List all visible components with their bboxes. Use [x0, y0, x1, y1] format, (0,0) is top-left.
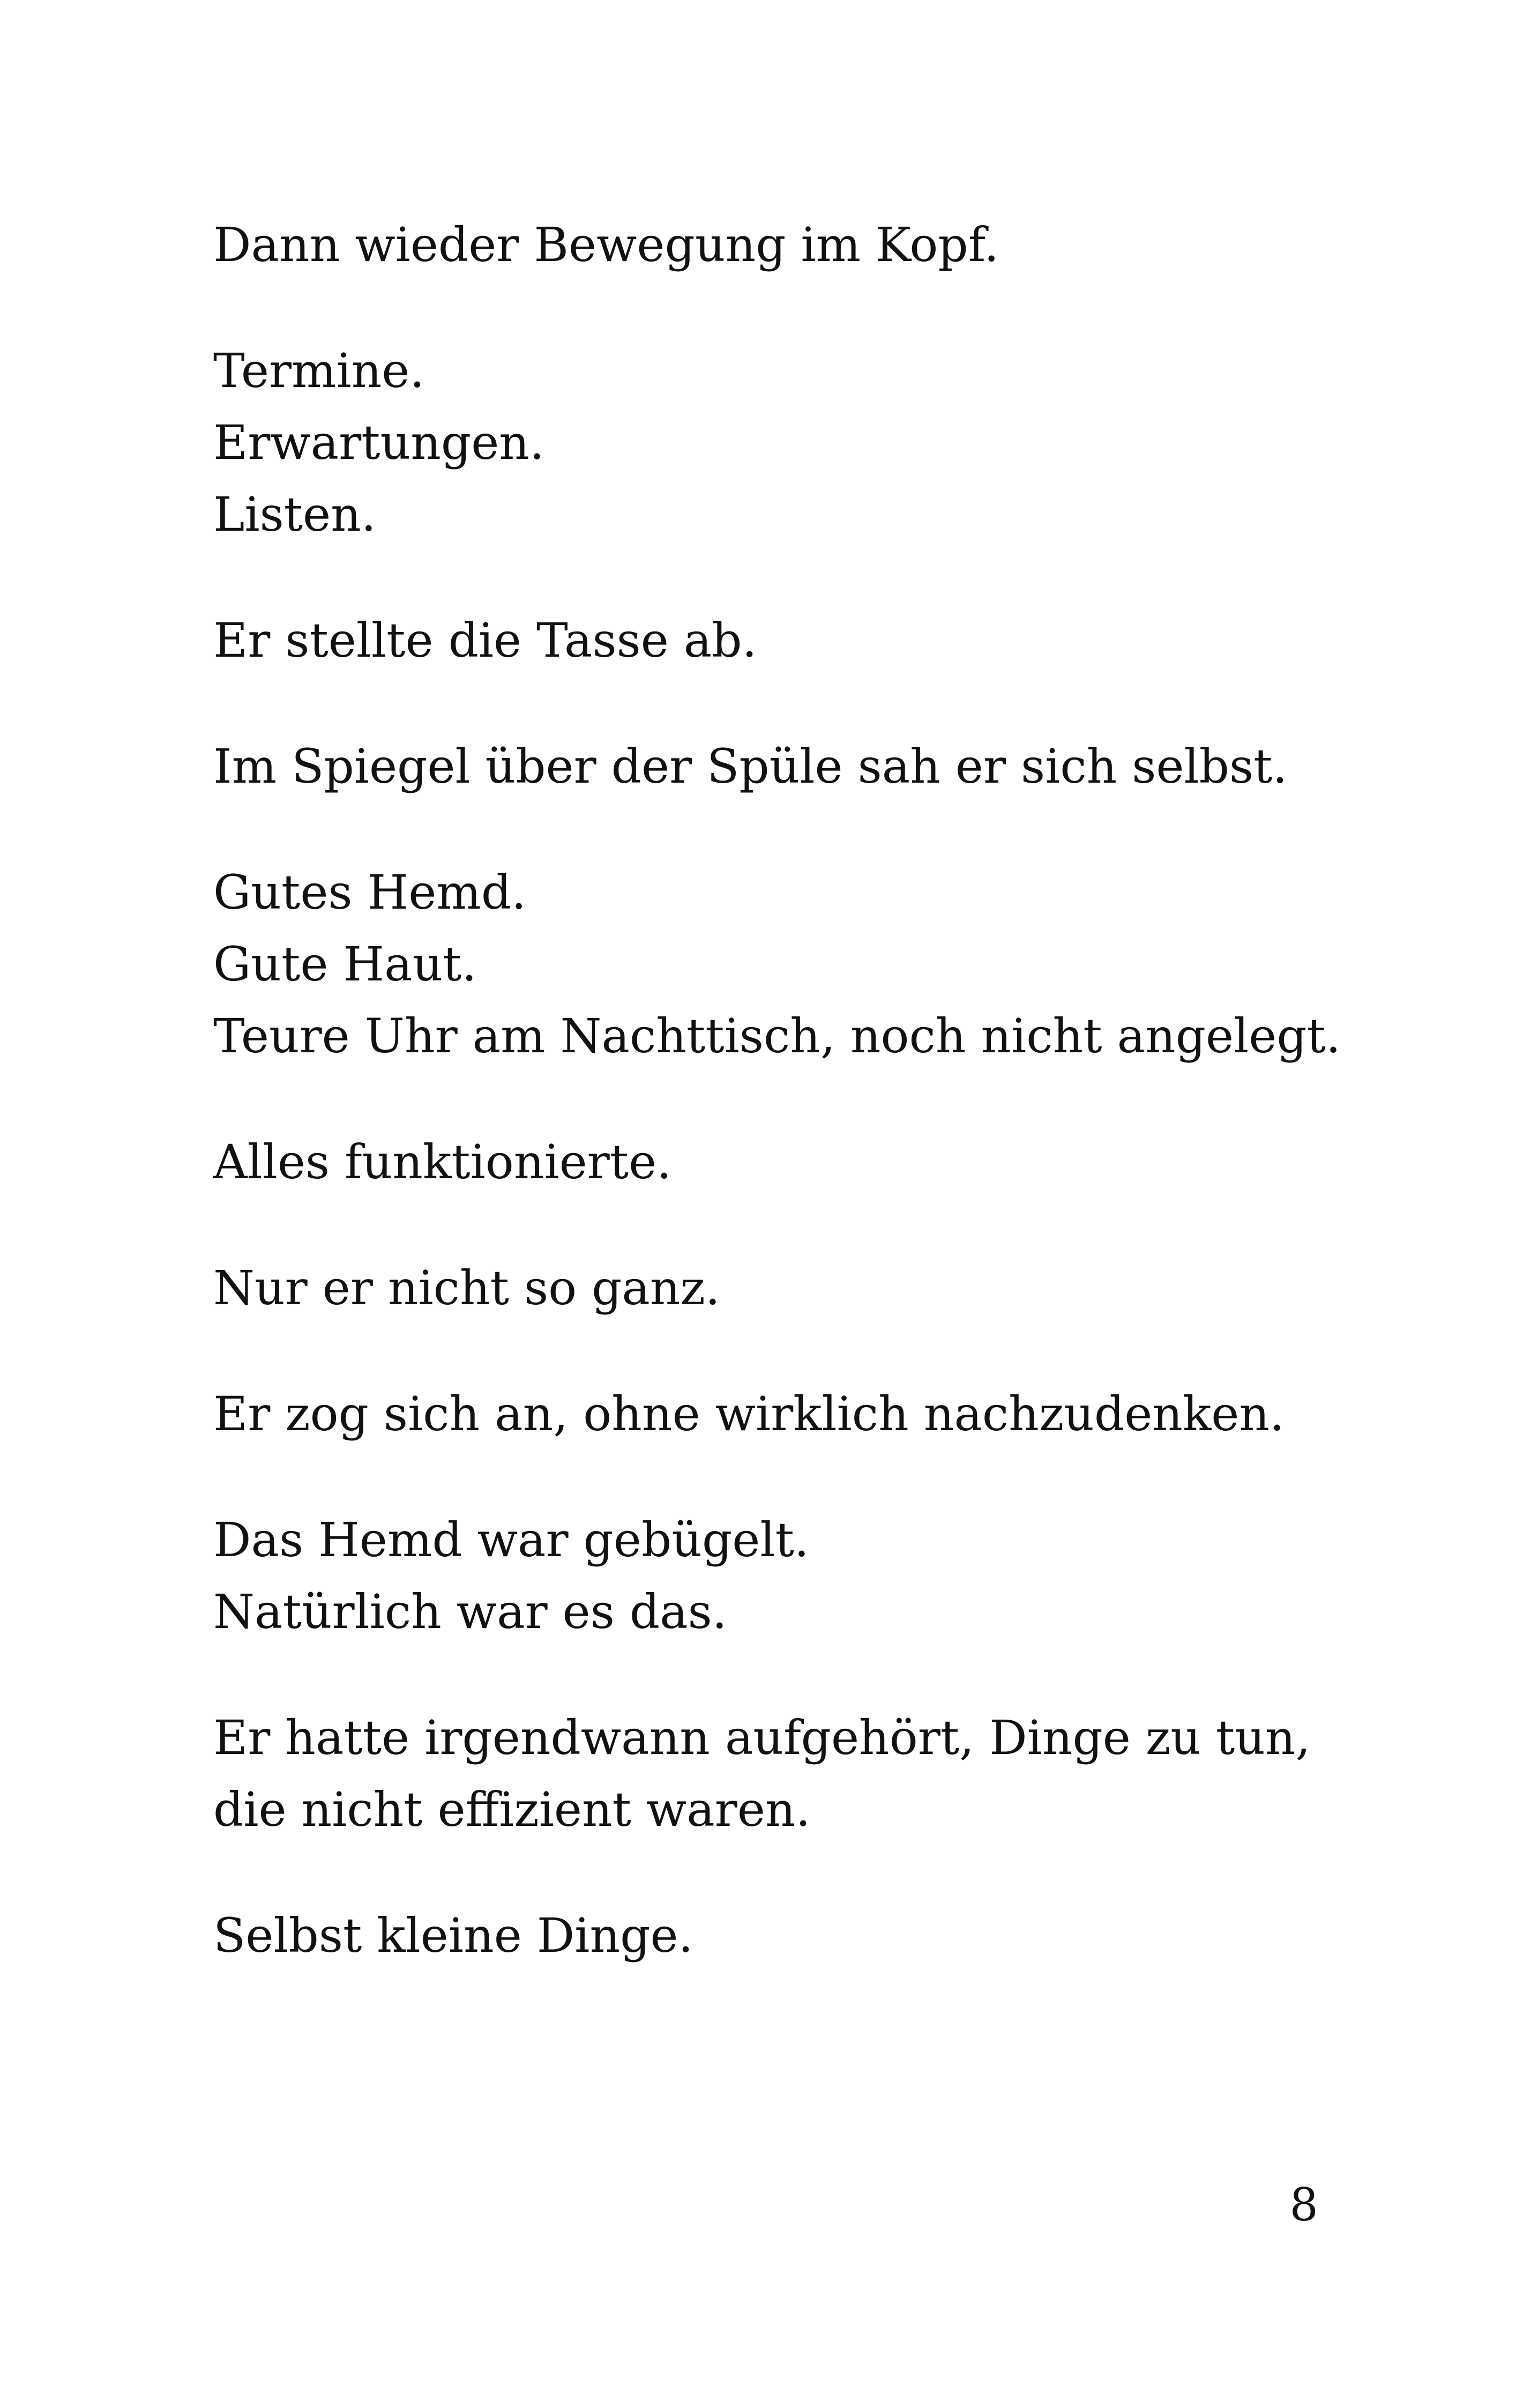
- paragraph: [213, 209, 1328, 281]
- text-line: Im Spiegel über der Spüle sah er sich selbst.: [213, 739, 1288, 794]
- text-line: Nur er nicht so ganz.: [213, 1260, 720, 1316]
- text-line: Termine.: [213, 343, 425, 398]
- paragraph: [213, 1702, 1328, 1846]
- text-line: Das Hemd war gebügelt.: [213, 1512, 809, 1567]
- text-line: Dann wieder Bewegung im Kopf.: [213, 217, 999, 272]
- page-number: 8: [1289, 2179, 1318, 2231]
- text-line: Erwartungen.: [213, 415, 544, 470]
- paragraph: [213, 1504, 1328, 1648]
- text-line: Teure Uhr am Nachttisch, noch nicht angelegt.: [213, 1008, 1341, 1064]
- paragraph: [213, 1252, 1328, 1324]
- paragraph: [213, 1378, 1328, 1450]
- text-line: Listen.: [213, 487, 376, 542]
- text-line: die nicht effizient waren.: [213, 1782, 811, 1837]
- text-line: Er hatte irgendwann aufgehört, Dinge zu tun,: [213, 1710, 1311, 1765]
- body-text: [213, 209, 1341, 2026]
- paragraph: [213, 857, 1341, 1072]
- paragraph: [213, 605, 1328, 677]
- text-line: Gutes Hemd.: [213, 865, 527, 920]
- text-line: Alles funktionierte.: [213, 1134, 672, 1190]
- text-line: Er stellte die Tasse ab.: [213, 613, 757, 668]
- paragraph: [213, 335, 1328, 551]
- text-line: Er zog sich an, ohne wirklich nachzudenken.: [213, 1386, 1285, 1441]
- text-line: Gute Haut.: [213, 937, 477, 992]
- text-line: Selbst kleine Dinge.: [213, 1908, 693, 1963]
- paragraph: [213, 1900, 1328, 1972]
- paragraph: [213, 731, 1328, 802]
- paragraph: [213, 1126, 1328, 1198]
- text-line: Natürlich war es das.: [213, 1584, 727, 1639]
